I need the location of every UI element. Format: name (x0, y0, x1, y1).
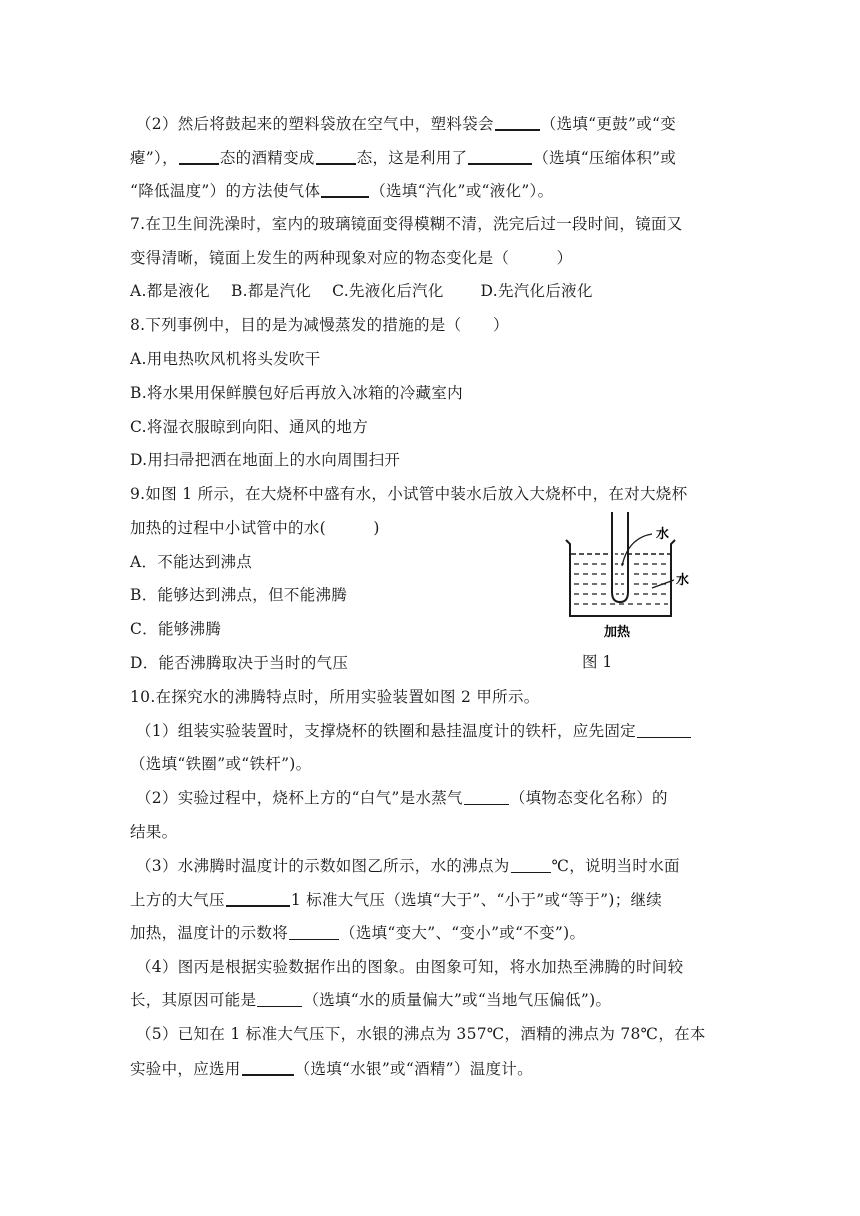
text: （选填“变大”、“变小”或“不变”)。 (340, 924, 586, 942)
q8-stem: 8.下列事例中，目的是为减慢蒸发的措施的是（ ） (130, 316, 509, 334)
q8-option-b: B.将水果用保鲜膜包好后再放入冰箱的冷藏室内 (130, 384, 463, 402)
text: 长，其原因可能是 (130, 991, 257, 1009)
answer-blank[interactable] (289, 923, 339, 940)
q8-option-d: D.用扫帚把洒在地面上的水向周围扫开 (130, 451, 401, 469)
q10-part3-line2 (130, 889, 662, 910)
q10-part1-line1 (136, 721, 692, 741)
answer-blank[interactable] (495, 113, 540, 131)
text: （选填“压缩体积”或 (533, 149, 677, 167)
q9-option-b: B．能够达到沸点，但不能沸腾 (130, 586, 348, 604)
q7-options: A.都是液化 B.都是汽化 C.先液化后汽化 D.先汽化后液化 (130, 282, 593, 300)
q7-stem-line1: 7.在卫生间洗澡时，室内的玻璃镜面变得模糊不清，洗完后过一段时间，镜面又 (130, 215, 683, 233)
q10-part4-line1: （4）图丙是根据实验数据作出的图象。由图象可知，将水加热至沸腾的时间较 (136, 958, 684, 976)
q10-part1-line2: （选填“铁圈”或“铁杆”)。 (130, 755, 312, 773)
q10-part5-line1: （5）已知在 1 标准大气压下，水银的沸点为 357℃，酒精的沸点为 78℃，在本 (136, 1025, 706, 1043)
q10-part3-line3 (130, 923, 585, 943)
q10-part2-line2: 结果。 (130, 823, 178, 841)
q6-part2-line3 (130, 180, 553, 201)
figure-1-caption: 图 1 (582, 653, 613, 671)
text: 态的酒精变成 (219, 149, 315, 167)
q8-option-c: C.将湿衣服晾到向阳、通风的地方 (130, 418, 369, 436)
q6-part2-line1 (136, 113, 676, 134)
text: （选填“汽化”或“液化”）。 (370, 182, 554, 200)
text: （选填“水的质量偏大”或“当地气压偏低”)。 (303, 991, 612, 1009)
text: 加热，温度计的示数将 (130, 924, 289, 942)
text: 实验中，应选用 (130, 1060, 241, 1078)
answer-blank[interactable] (464, 788, 509, 805)
answer-blank[interactable] (257, 990, 302, 1007)
q9-stem-line1: 9.如图 1 所示，在大烧杯中盛有水，小试管中装水后放入大烧杯中，在对大烧杯 (130, 485, 688, 503)
answer-blank[interactable] (179, 147, 219, 165)
q6-part2-line2 (130, 147, 676, 168)
text: （填物态变化名称）的 (509, 789, 668, 807)
answer-blank[interactable] (637, 721, 691, 738)
text: 态，这是利用了 (356, 149, 468, 167)
label-heat: 加热 (604, 625, 631, 640)
text: “降低温度”）的方法使气体 (130, 182, 321, 200)
q10-stem: 10.在探究水的沸腾特点时，所用实验装置如图 2 甲所示。 (130, 688, 540, 706)
text: （2）实验过程中，烧杯上方的“白气”是水蒸气 (136, 789, 463, 807)
label-tube-water: 水 (656, 527, 670, 542)
text: 1 标准大气压（选填“大于”、“小于”或“等于”)；继续 (290, 891, 663, 909)
text: （选填“水银”或“酒精”）温度计。 (294, 1060, 533, 1078)
text: 上方的大气压 (130, 891, 225, 909)
q8-option-a: A.用电热吹风机将头发吹干 (130, 350, 321, 368)
answer-blank[interactable] (242, 1058, 294, 1076)
text: （1）组装实验装置时，支撑烧杯的铁圈和悬挂温度计的铁杆，应先固定 (136, 722, 636, 740)
q9-option-d: D．能否沸腾取决于当时的气压 (130, 654, 349, 672)
q9-option-a: A．不能达到沸点 (130, 553, 253, 571)
q10-part5-line2 (130, 1058, 533, 1079)
q9-stem-line2: 加热的过程中小试管中的水( ) (130, 519, 380, 537)
answer-blank[interactable] (321, 180, 369, 198)
q10-part4-line2 (130, 990, 611, 1010)
q10-part2-line1 (136, 788, 668, 808)
answer-blank[interactable] (226, 889, 290, 907)
text: （选填“更鼓”或“变 (540, 115, 677, 133)
text: ℃，说明当时水面 (551, 857, 680, 875)
text: （2）然后将鼓起来的塑料袋放在空气中，塑料袋会 (136, 115, 494, 133)
text: （3）水沸腾时温度计的示数如图乙所示，水的沸点为 (136, 857, 510, 875)
test-tube-outline (612, 512, 628, 602)
q10-part3-line1 (136, 856, 680, 876)
q9-option-c: C．能够沸腾 (130, 620, 222, 638)
answer-blank[interactable] (511, 856, 551, 873)
answer-blank[interactable] (316, 147, 356, 165)
q7-stem-line2: 变得清晰，镜面上发生的两种现象对应的物态变化是（ ） (130, 249, 573, 267)
text: 瘪”）， (130, 149, 178, 167)
figure-1-beaker-diagram (556, 508, 706, 643)
answer-blank[interactable] (468, 147, 532, 165)
label-beaker-water: 水 (676, 573, 690, 588)
